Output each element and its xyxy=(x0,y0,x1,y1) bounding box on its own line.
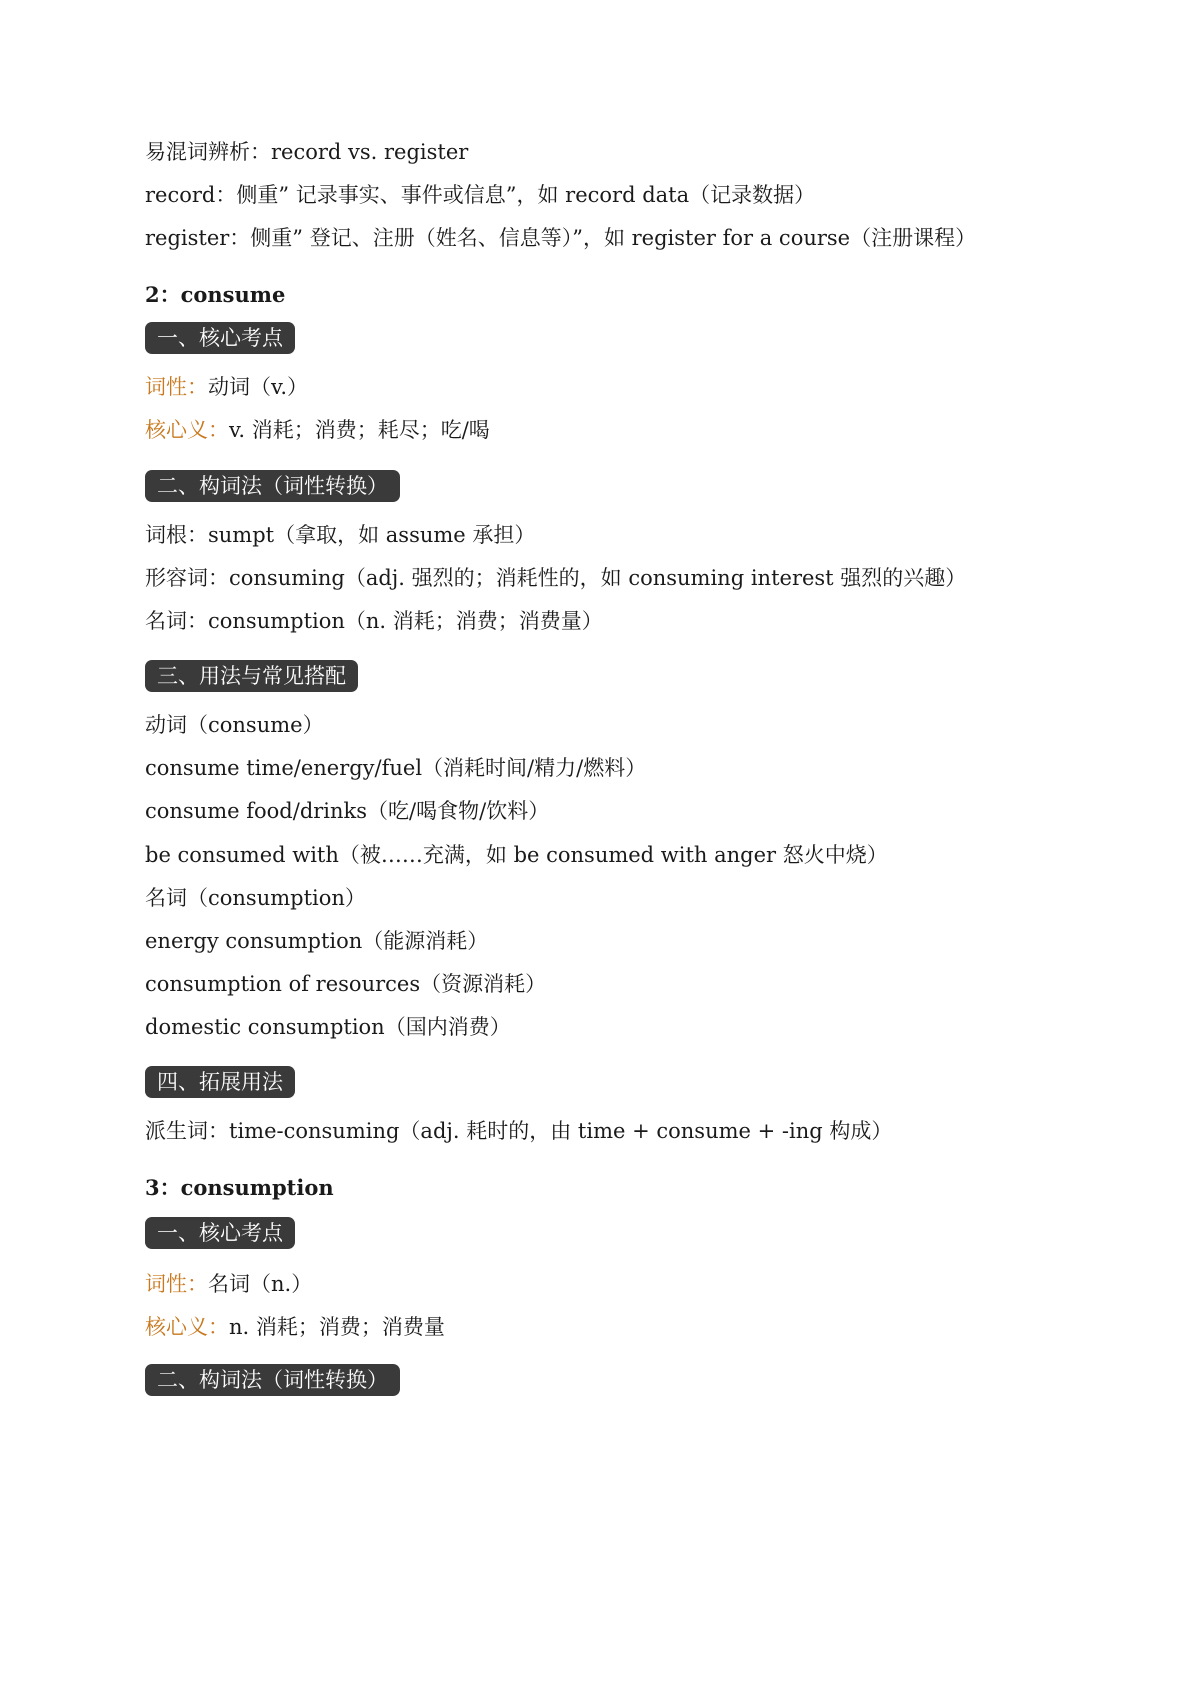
usage-line: consume time/energy/fuel（消耗时间/精力/燃料） xyxy=(145,756,647,780)
usage-line: consumption of resources（资源消耗） xyxy=(145,972,547,996)
pos-line xyxy=(145,373,308,401)
meaning-line xyxy=(145,1313,445,1341)
usage-line: energy consumption（能源消耗） xyxy=(145,929,489,953)
word-formation-line: 词根：sumpt（拿取，如 assume 承担） xyxy=(145,523,536,547)
badge-word-formation: 二、构词法（词性转换） xyxy=(145,1364,400,1396)
extension-line: 派生词：time-consuming（adj. 耗时的，由 time + consume + -ing 构成） xyxy=(145,1119,893,1143)
usage-line: domestic consumption（国内消费） xyxy=(145,1015,511,1039)
confusion-title: 易混词辨析：record vs. register xyxy=(145,140,469,164)
meaning-line xyxy=(145,416,490,444)
pos-value: 动词（v.） xyxy=(208,375,309,399)
word-formation-line: 形容词：consuming（adj. 强烈的；消耗性的，如 consuming interest 强烈的兴趣） xyxy=(145,566,967,590)
record-definition: record：侧重” 记录事实、事件或信息”，如 record data（记录数据） xyxy=(145,183,816,207)
usage-line: 动词（consume） xyxy=(145,713,324,737)
pos-line xyxy=(145,1270,312,1298)
badge-core-points: 一、核心考点 xyxy=(145,322,295,354)
meaning-value: n. 消耗；消费；消费量 xyxy=(229,1315,445,1339)
badge-core-points: 一、核心考点 xyxy=(145,1217,295,1249)
pos-label: 词性： xyxy=(145,1272,208,1296)
usage-line: be consumed with（被……充满，如 be consumed with anger 怒火中烧） xyxy=(145,843,888,867)
usage-line: consume food/drinks（吃/喝食物/饮料） xyxy=(145,799,550,823)
meaning-label: 核心义： xyxy=(145,418,229,442)
pos-label: 词性： xyxy=(145,375,208,399)
section-heading-consume: 2：consume xyxy=(145,282,286,307)
badge-extended-usage: 四、拓展用法 xyxy=(145,1066,295,1098)
register-definition: register：侧重” 登记、注册（姓名、信息等）”，如 register for a course（注册课程） xyxy=(145,226,977,250)
section-heading-consumption: 3：consumption xyxy=(145,1175,334,1200)
meaning-label: 核心义： xyxy=(145,1315,229,1339)
badge-usage-collocations: 三、用法与常见搭配 xyxy=(145,660,358,692)
badge-word-formation: 二、构词法（词性转换） xyxy=(145,470,400,502)
meaning-value: v. 消耗；消费；耗尽；吃/喝 xyxy=(229,418,490,442)
word-formation-line: 名词：consumption（n. 消耗；消费；消费量） xyxy=(145,609,603,633)
pos-value: 名词（n.） xyxy=(208,1272,313,1296)
usage-line: 名词（consumption） xyxy=(145,886,366,910)
